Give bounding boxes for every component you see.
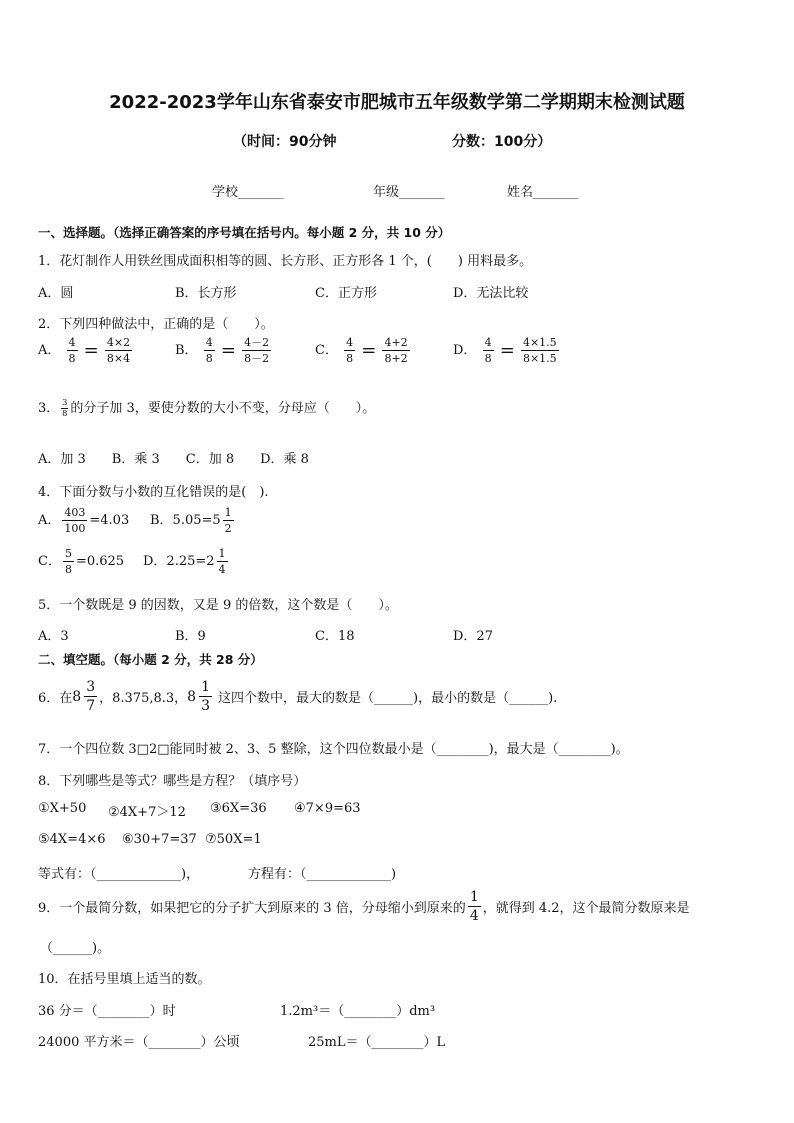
- numerator: 1: [224, 506, 232, 519]
- q8-item-3: ③6X=36: [210, 801, 267, 816]
- denominator: 4: [218, 563, 226, 576]
- numerator: 4－2: [244, 336, 270, 349]
- numerator: 4: [205, 336, 213, 349]
- section-2-heading: 二、填空题。（每小题 2 分，共 28 分）: [38, 652, 263, 667]
- denominator: 3: [201, 698, 210, 714]
- q8-item-7: ⑦50X=1: [205, 832, 262, 847]
- q8-equations-blank: 等式有：（_____________)，: [38, 867, 200, 882]
- denominator: 2: [224, 522, 232, 535]
- exam-score: 分数：100分）: [452, 134, 552, 150]
- q8-item-1: ①X+50: [38, 801, 87, 816]
- denominator: 8: [346, 352, 354, 365]
- q1-option-c: C．正方形: [315, 286, 377, 301]
- q3-options: A．加 3 B．乘 3 C．加 8 D．乘 8: [38, 452, 309, 467]
- exam-time: （时间：90分钟: [233, 134, 337, 150]
- page-title: 2022-2023学年山东省泰安市肥城市五年级数学第二学期期末检测试题: [109, 92, 685, 113]
- fraction: [468, 890, 481, 923]
- fraction: [199, 680, 212, 713]
- question-9: [38, 890, 690, 923]
- q10-item-d: 25mL＝（________）L: [308, 1035, 446, 1050]
- fraction: [217, 548, 228, 575]
- equals-sign: =: [361, 340, 377, 361]
- denominator: 8×1.5: [522, 352, 557, 365]
- q5-option-a: A．3: [38, 629, 69, 644]
- denominator: 8: [62, 409, 68, 418]
- numerator: 3: [62, 398, 68, 407]
- question-5: 5．一个数既是 9 的因数，又是 9 的倍数，这个数是（ ）。: [38, 598, 398, 613]
- q4-option-d: [143, 548, 230, 575]
- q5-option-c: C．18: [315, 629, 355, 644]
- mixed-number: [187, 680, 214, 713]
- q1-option-d: D．无法比较: [453, 286, 529, 301]
- denominator: 4: [469, 908, 479, 924]
- question-text: ，8.375,8.3，: [99, 691, 188, 706]
- numerator: 4: [68, 336, 76, 349]
- q10-item-c: 24000 平方米＝（________）公顷: [38, 1035, 240, 1050]
- question-6: [38, 680, 557, 713]
- value: =4.03: [89, 513, 130, 528]
- q2-option-c: [315, 337, 412, 364]
- denominator: 8×4: [106, 352, 131, 365]
- numerator: 3: [86, 679, 96, 695]
- option-label: C．: [38, 554, 61, 569]
- q4-option-a: [38, 507, 129, 534]
- equals-sign: =: [220, 340, 236, 361]
- q8-item-4: ④7×9=63: [294, 801, 361, 816]
- question-8: 8．下列哪些是等式？哪些是方程？（填序号）: [38, 774, 307, 789]
- q10-item-b: 1.2m³＝（________）dm³: [280, 1004, 436, 1019]
- option-label: B．5.05=5: [150, 513, 221, 528]
- question-number: 3．: [38, 401, 60, 416]
- whole: 8: [72, 688, 82, 705]
- denominator: 8: [68, 352, 76, 365]
- q8-item-6: ⑥30+7=37: [122, 832, 197, 847]
- whole: 8: [187, 688, 197, 705]
- numerator: 403: [64, 506, 86, 519]
- fraction: [62, 507, 87, 534]
- q2-option-d: [453, 337, 561, 364]
- option-label: A．: [38, 513, 61, 528]
- question-text: ，就得到 4.2，这个最简分数原来是: [482, 901, 690, 916]
- fraction: [105, 337, 132, 364]
- denominator: 8: [484, 352, 492, 365]
- fraction: [223, 507, 234, 534]
- question-text: 的分子加 3，要使分数的大小不变，分母应（ ）。: [70, 401, 376, 416]
- question-4: 4．下面分数与小数的互化错误的是( ).: [38, 485, 269, 500]
- q8-item-5: ⑤4X=4×6: [38, 832, 106, 847]
- fraction: [242, 337, 271, 364]
- q4-option-b: [150, 507, 236, 534]
- q5-option-d: D．27: [453, 629, 493, 644]
- section-1-heading: 一、选择题。（选择正确答案的序号填在括号内。每小题 2 分，共 10 分）: [38, 225, 451, 240]
- school-field: 学校_______: [212, 185, 284, 200]
- question-3: [38, 397, 375, 418]
- numerator: 1: [201, 679, 210, 695]
- q8-item-2: ②4X+7＞12: [108, 805, 186, 820]
- denominator: 8+2: [384, 352, 408, 365]
- fraction: [61, 399, 68, 418]
- question-text: 6．在: [38, 691, 73, 706]
- numerator: 1: [218, 547, 226, 560]
- question-7: 7．一个四位数 3□2□能同时被 2、3、5 整除，这个四位数最小是（________)，最大是（________)。: [38, 742, 629, 757]
- q4-option-c: [38, 548, 124, 575]
- numerator: 4×2: [106, 336, 131, 349]
- q5-option-b: B．9: [175, 629, 206, 644]
- fraction: [67, 337, 78, 364]
- question-text: 9．一个最简分数，如果把它的分子扩大到原来的 3 倍，分母缩小到原来的: [38, 901, 466, 916]
- option-label: C．: [315, 343, 338, 358]
- q2-option-a: [38, 337, 134, 364]
- numerator: 4: [346, 336, 354, 349]
- option-label: A．: [38, 343, 61, 358]
- numerator: 4×1.5: [522, 336, 557, 349]
- question-1: 1．花灯制作人用铁丝围成面积相等的圆、长方形、正方形各 1 个，( ) 用料最多。: [38, 254, 533, 269]
- equals-sign: =: [499, 340, 515, 361]
- question-text: 这四个数中，最大的数是（______)，最小的数是（______).: [218, 691, 558, 706]
- q2-option-b: [175, 337, 273, 364]
- q10-item-a: 36 分＝（________）时: [38, 1004, 176, 1019]
- fraction: [483, 337, 494, 364]
- numerator: 1: [469, 889, 479, 905]
- numerator: 4+2: [384, 336, 408, 349]
- fraction: [344, 337, 355, 364]
- question-2: 2．下列四种做法中，正确的是（ ）。: [38, 317, 274, 332]
- numerator: 4: [484, 336, 492, 349]
- denominator: 8: [64, 563, 72, 576]
- value: =0.625: [75, 554, 125, 569]
- option-label: D．2.25=2: [143, 554, 215, 569]
- q9-answer-blank: （______)。: [40, 941, 111, 956]
- fraction: [521, 337, 559, 364]
- option-label: D．: [453, 343, 477, 358]
- grade-field: 年级_______: [373, 185, 445, 200]
- fraction: [382, 337, 409, 364]
- name-field: 姓名_______: [507, 185, 579, 200]
- q8-formulas-blank: 方程有：（_____________): [248, 867, 397, 882]
- q1-option-b: B．长方形: [175, 286, 237, 301]
- fraction: [204, 337, 215, 364]
- denominator: 7: [86, 698, 96, 714]
- mixed-number: [72, 680, 99, 713]
- option-label: B．: [175, 343, 198, 358]
- denominator: 8－2: [244, 352, 270, 365]
- question-10: 10．在括号里填上适当的数。: [38, 972, 211, 987]
- fraction: [63, 548, 74, 575]
- q1-option-a: A．圆: [38, 286, 74, 301]
- numerator: 5: [64, 547, 72, 560]
- denominator: 8: [205, 352, 213, 365]
- fraction: [84, 680, 97, 713]
- equals-sign: =: [83, 340, 99, 361]
- denominator: 100: [64, 522, 86, 535]
